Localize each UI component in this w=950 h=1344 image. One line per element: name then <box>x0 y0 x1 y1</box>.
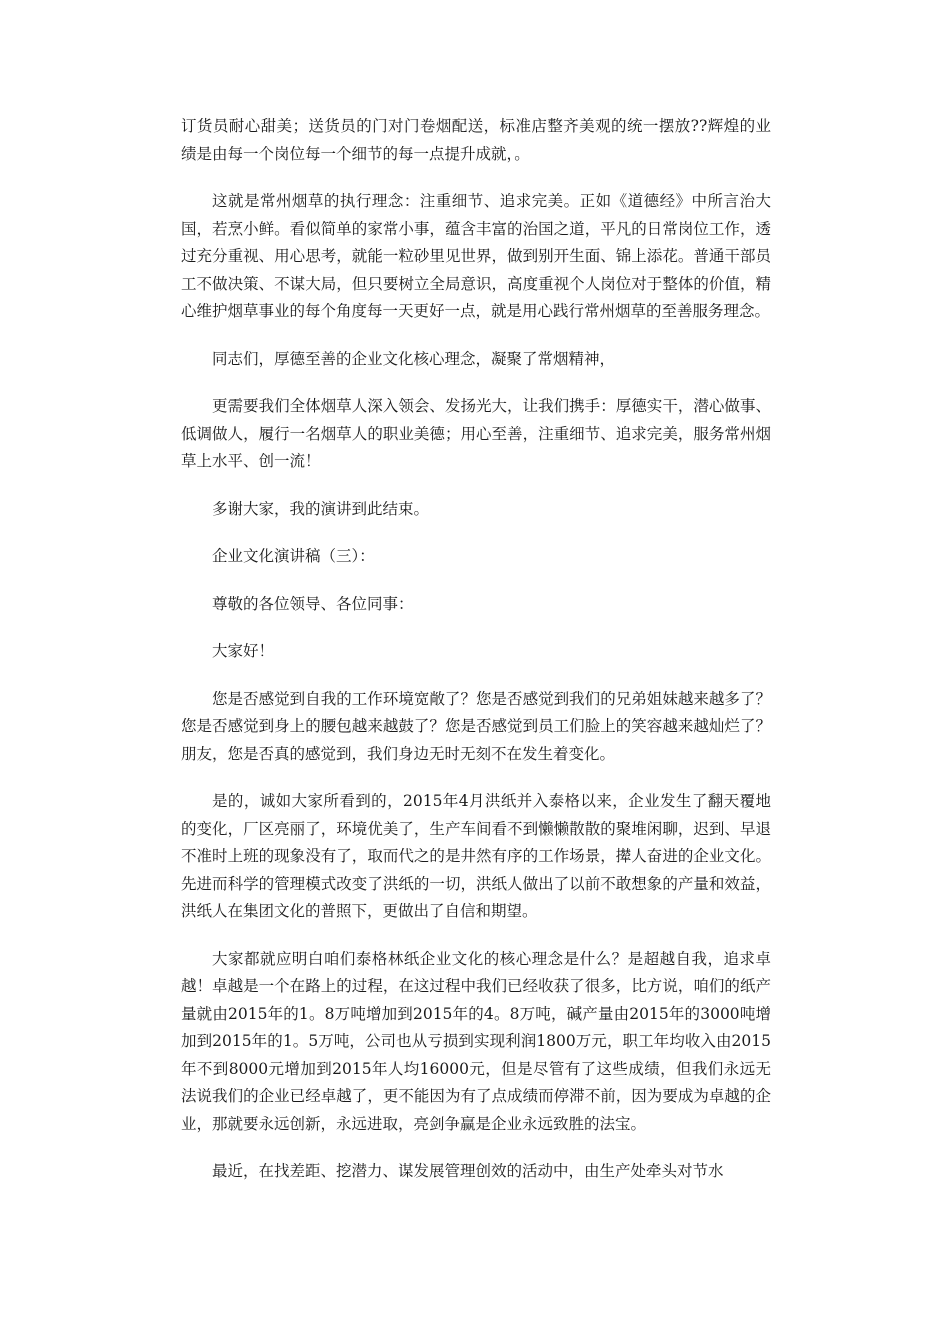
paragraph-call-to-action: 更需要我们全体烟草人深入领会、发扬光大，让我们携手：厚德实干，潜心做事、低调做人，履行一名烟草人的职业美德；用心至善，注重细节、追求完美，服务常州烟草上水平、创一流！ <box>181 397 771 470</box>
paragraph-thanks: 多谢大家，我的演讲到此结束。 <box>212 499 430 518</box>
paragraph-greeting: 大家好！ <box>212 642 275 660</box>
paragraph-execution-concept: 这就是常州烟草的执行理念：注重细节、追求完美。正如《道德经》中所言治大国，若烹小鲜。看似简单的家常小事，蕴含丰富的治国之道，平凡的日常岗位工作，透过充分重视、用心思考，就能一粒砂里见世界，做到别开生面、锦上添花。普通干部员工不做决策、不谋大局，但只要树立全局意识，高度重视个人岗位对于整体的价值，精心维护烟草事业的每个角度每一天更好一点，就是用心践行常州烟草的至善服务理念。 <box>181 192 771 320</box>
document-body <box>181 113 771 1206</box>
paragraph-changes: 是的，诚如大家所看到的，2015年4月洪纸并入泰格以来，企业发生了翻天覆地的变化，厂区亮丽了，环境优美了，生产车间看不到懒懒散散的聚堆闲聊，迟到、早退不准时上班的现象没有了，取而代之的是井然有序的工作场景，撵人奋进的企业文化。先进而科学的管理模式改变了洪纸的一切，洪纸人做出了以前不敢想象的产量和效益，洪纸人在集团文化的普照下，更做出了自信和期望。 <box>181 792 771 920</box>
paragraph-questions: 您是否感觉到自我的工作环境宽敞了？您是否感觉到我们的兄弟姐妹越来越多了？您是否感觉到身上的腰包越来越鼓了？您是否感觉到员工们脸上的笑容越来越灿烂了？朋友，您是否真的感觉到，我们身边无时无刻不在发生着变化。 <box>181 689 771 763</box>
paragraph-comrades: 同志们，厚德至善的企业文化核心理念，凝聚了常烟精神， <box>212 349 616 368</box>
paragraph-recent: 最近，在找差距、挖潜力、谋发展管理创效的活动中，由生产处牵头对节水 <box>212 1162 724 1180</box>
paragraph-salutation: 尊敬的各位领导、各位同事： <box>212 594 414 613</box>
paragraph-core-concept: 大家都就应明白咱们泰格林纸企业文化的核心理念是什么？是超越自我，追求卓越！卓越是一个在路上的过程，在这过程中我们已经收获了很多，比方说，咱们的纸产量就由2015年的1。8万吨增加到2015年的4。8万吨，碱产量由2015年的3000吨增加到2015年的1。5万吨，公司也从亏损到实现利润1800万元，职工年均收入由2015年不到8000元增加到2015年人均16000元，但是尽管有了这些成绩，但我们永远无法说我们的企业已经卓越了，更不能因为有了点成绩而停滞不前，因为要成为卓越的企业，那就要永远创新，永远进取，亮剑争赢是企业永远致胜的法宝。 <box>181 949 771 1133</box>
paragraph-continuation: 订货员耐心甜美；送货员的门对门卷烟配送，标准店整齐美观的统一摆放??辉煌的业绩是由每一个岗位每一个细节的每一点提升成就，。 <box>181 117 771 163</box>
section-heading-speech-three: 企业文化演讲稿（三）： <box>212 547 375 565</box>
